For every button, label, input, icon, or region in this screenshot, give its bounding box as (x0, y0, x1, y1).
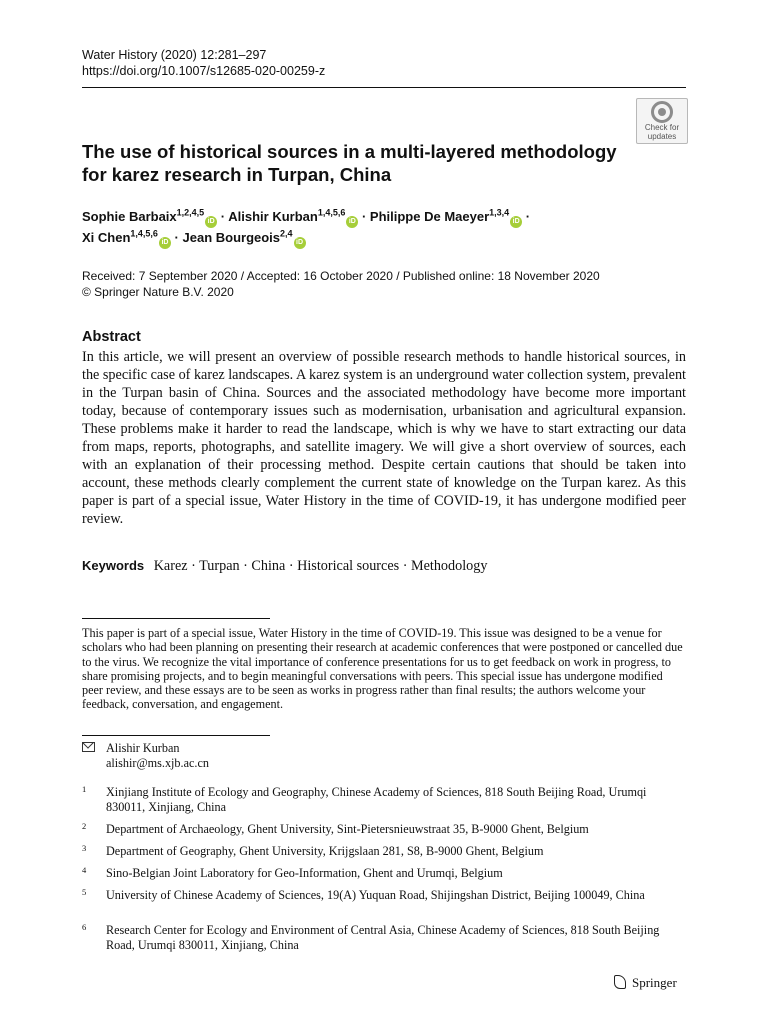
publication-dates (82, 268, 682, 300)
footnote: This paper is part of a special issue, Water History in the time of COVID-19. This issue was designed to be a venue for scholars who had been planning on presenting their research at academic conferences that were postponed or cancelled due to the virus. We recognize the vital importance of conference presentations for us to get feedback on work in progress, to share promising projects, and to begin meaningful conversations with peers. This special issue has undergone modified peer review, and these essays are to be seen as works in progress rather than final results; the authors welcome your feedback, conversation, and engagement. (82, 626, 683, 712)
publisher-logo (614, 975, 677, 991)
author[interactable]: Jean Bourgeois$^{2,4}$iD (183, 230, 306, 245)
abstract-heading: Abstract (82, 329, 141, 345)
badge-line-1: Check for (644, 123, 680, 132)
orcid-icon[interactable]: iD (346, 216, 358, 228)
orcid-icon[interactable]: iD (510, 216, 522, 228)
springer-horse-icon (614, 975, 626, 989)
journal-line: Water History (2020) 12:281–297 (82, 48, 267, 62)
abstract-text: In this article, we will present an overview of possible research methods to handle historical sources, in the specific case of karez landscapes. A karez system is an underground water collection system, prevalent in the Turpan basin of China. Sources and the associated methodology have become more important today, because of contemporary issues such as modernisation, urbanisation and agricultural expansion. These problems make it harder to read the landscape, which is why we have to start extracting our data from maps, reports, photographs, and satellite imagery. We will give a short overview of sources, each with an explanation of their processing method. Despite certain cautions that should be taken into account, these methods clearly complement the current state of knowledge on the Turpan karez. As this paper is part of a special issue, Water History in the time of COVID-19, it has undergone modified peer review. (82, 349, 686, 527)
orcid-icon[interactable]: iD (159, 237, 171, 249)
affiliation: 4 Sino-Belgian Joint Laboratory for Geo-Information, Ghent and Urumqi, Belgium (82, 865, 503, 880)
contact-rule (82, 735, 270, 736)
header-rule (82, 87, 686, 88)
contact-name: Alishir Kurban (106, 741, 180, 755)
orcid-icon[interactable]: iD (294, 237, 306, 249)
author-list: Sophie Barbaix$^{1,2,4,5}$iD · Alishir Kurban$^{1,4,5,6}$iD · Philippe De Maeyer$^{1,3,4}$iD · Xi Chen$^{1,4,5,6}$iD · Jean Bourgeois$^{2,4}$iD (82, 207, 682, 249)
footnote-rule (82, 618, 270, 619)
contact-email[interactable]: alishir@ms.xjb.ac.cn (106, 755, 209, 770)
check-for-updates-badge[interactable] (636, 98, 688, 144)
orcid-icon[interactable]: iD (205, 216, 217, 228)
journal-citation (82, 47, 325, 79)
keywords-list: Karez · Turpan · China · Historical sources · Methodology (153, 558, 488, 574)
affiliation: 5 University of Chinese Academy of Sciences, 19(A) Yuquan Road, Shijingshan District, Beijing 100049, China (82, 887, 645, 902)
author[interactable]: Xi Chen$^{1,4,5,6}$iD (82, 230, 171, 245)
affiliation: 1 Xinjiang Institute of Ecology and Geography, Chinese Academy of Sciences, 818 South Beijing Road, Urumqi 830011, Xinjiang, China (82, 784, 647, 814)
envelope-icon (82, 742, 95, 752)
keywords (82, 558, 487, 575)
corresponding-author (82, 741, 682, 770)
badge-line-2: updates (647, 132, 677, 141)
copyright: © Springer Nature B.V. 2020 (82, 285, 234, 299)
author[interactable]: Philippe De Maeyer$^{1,3,4}$iD (370, 209, 522, 224)
affiliation: 2 Department of Archaeology, Ghent University, Sint-Pietersnieuwstraat 35, B-9000 Ghent, Belgium (82, 821, 589, 836)
check-updates-icon (651, 101, 673, 123)
author[interactable]: Sophie Barbaix$^{1,2,4,5}$iD (82, 209, 217, 224)
history-dates: Received: 7 September 2020 / Accepted: 16 October 2020 / Published online: 18 November 2020 (82, 269, 600, 283)
article-title: The use of historical sources in a multi-layered methodology for karez research in Turpan, China (82, 141, 617, 185)
keywords-heading: Keywords (82, 558, 145, 573)
affiliation: 6 Research Center for Ecology and Environment of Central Asia, Chinese Academy of Sciences, 818 South Beijing Road, Urumqi 830011, Xinjiang, China (82, 922, 660, 952)
publisher-name: Springer (632, 975, 677, 990)
author[interactable]: Alishir Kurban$^{1,4,5,6}$iD (228, 209, 358, 224)
doi-link[interactable]: https://doi.org/10.1007/s12685-020-00259-z (82, 64, 326, 78)
affiliation: 3 Department of Geography, Ghent University, Krijgslaan 281, S8, B-9000 Ghent, Belgium (82, 843, 544, 858)
